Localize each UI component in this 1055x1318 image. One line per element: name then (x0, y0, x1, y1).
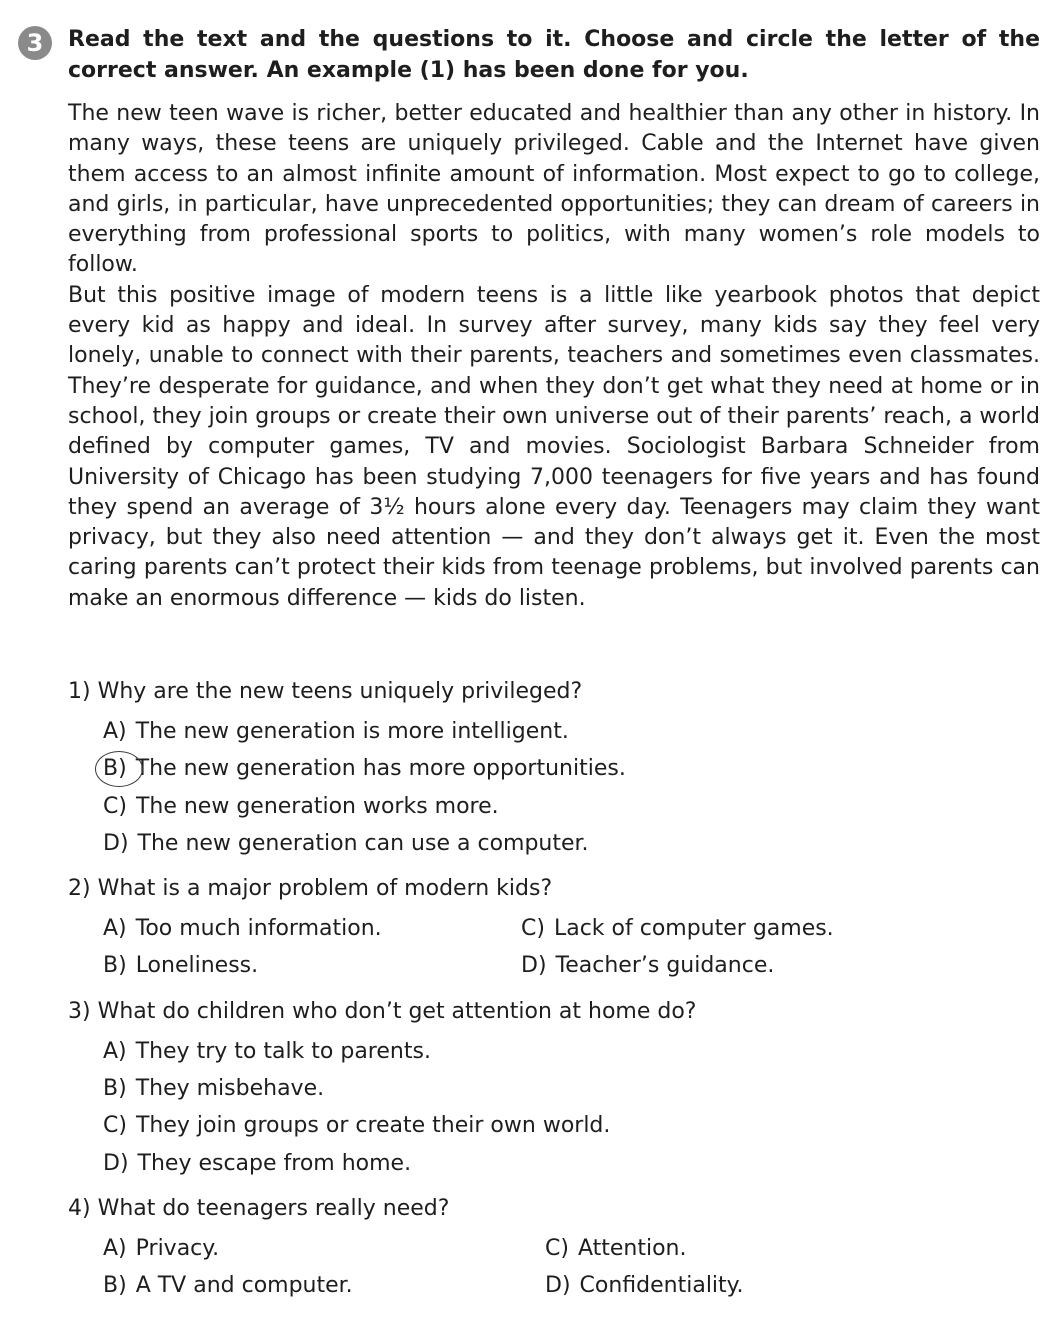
option-letter[interactable]: C) (103, 1113, 127, 1139)
question-2-text (68, 873, 1040, 910)
option-letter[interactable]: D) (545, 1273, 571, 1299)
option-text: Loneliness. (135, 953, 259, 979)
option-d[interactable] (521, 947, 941, 984)
question-number: 3) (68, 998, 91, 1024)
option-c[interactable] (103, 788, 1040, 825)
question-3-text (68, 996, 1040, 1033)
option-text: They escape from home. (137, 1150, 412, 1176)
question-4-text (68, 1193, 1040, 1230)
question-4-options (103, 1230, 1040, 1305)
option-letter[interactable]: A) (103, 916, 127, 942)
option-b[interactable] (103, 1267, 545, 1304)
option-letter[interactable]: C) (103, 793, 127, 819)
option-text: They misbehave. (135, 1076, 325, 1102)
option-text: A TV and computer. (135, 1273, 353, 1299)
option-a[interactable] (103, 713, 1040, 750)
question-number: 2) (68, 876, 91, 902)
reading-passage (68, 99, 1040, 614)
exercise-header (18, 24, 1040, 86)
question-prompt: What is a major problem of modern kids? (97, 876, 553, 902)
option-b[interactable] (103, 1070, 1040, 1107)
option-text: Lack of computer games. (553, 916, 834, 942)
exercise-number-badge: 3 (18, 26, 52, 60)
option-a[interactable] (103, 1230, 545, 1267)
question-3 (68, 996, 1040, 1182)
option-c[interactable] (545, 1230, 965, 1267)
option-text: Attention. (577, 1235, 687, 1261)
question-3-options (103, 1033, 1040, 1182)
passage-paragraph: The new teen wave is richer, better educated and healthier than any other in history. In many ways, these teens are uniquely privileged. Cable and the Internet have given them access to an almost infinite amount of information. Most expect to go to college, and girls, in particular, have unprecedented opportunities; they can dream of careers in everything from professional sports to politics, with many women’s role models to follow. (68, 101, 1040, 278)
option-letter-circled[interactable]: B) (101, 750, 129, 787)
option-c[interactable] (521, 910, 941, 947)
option-b[interactable] (103, 947, 521, 984)
option-letter[interactable]: A) (103, 1038, 127, 1064)
question-number: 1) (68, 679, 91, 704)
option-text: The new generation is more intelligent. (135, 719, 569, 744)
exercise-instruction: Read the text and the questions to it. Choose and circle the letter of the correct answer. An example (1) has been done for you. (68, 27, 1040, 83)
option-letter[interactable]: B) (103, 1076, 127, 1102)
question-4 (68, 1193, 1040, 1305)
question-2 (68, 873, 1040, 985)
option-text: They join groups or create their own world. (135, 1113, 611, 1139)
option-letter[interactable]: C) (545, 1235, 569, 1261)
option-a[interactable] (103, 910, 521, 947)
passage-paragraph: But this positive image of modern teens is a little like yearbook photos that depict every kid as happy and ideal. In survey after survey, many kids say they feel very lonely, unable to connect with their parents, teachers and sometimes even classmates. They’re desperate for guidance, and when they don’t get what they need at home or in school, they join groups or create their own universe out of their parents’ reach, a world defined by computer games, TV and movies. Sociologist Barbara Schneider from University of Chicago has been studying 7,000 teenagers for five years and has found they spend an average of 3½ hours alone every day. Teenagers may claim they want privacy, but they also need attention — and they don’t always get it. Even the most caring parents can’t protect their kids from teenage problems, but involved parents can make an enormous difference — kids do listen. (68, 282, 1040, 611)
option-d[interactable] (103, 825, 1040, 862)
question-2-options (103, 910, 1040, 985)
option-text: Teacher’s guidance. (555, 953, 775, 979)
option-text: The new generation can use a computer. (137, 830, 589, 856)
option-letter[interactable]: D) (521, 953, 547, 979)
option-text: They try to talk to parents. (135, 1038, 431, 1064)
question-prompt: What do children who don’t get attention at home do? (97, 998, 697, 1024)
question-list (68, 676, 1040, 1316)
question-1 (68, 676, 1040, 862)
option-b[interactable] (103, 750, 1040, 787)
option-text: The new generation has more opportunities. (135, 756, 626, 782)
option-text: Privacy. (135, 1235, 220, 1261)
option-letter[interactable]: A) (103, 1235, 127, 1261)
question-1-options (103, 713, 1040, 862)
option-text: Too much information. (135, 916, 382, 942)
option-a[interactable] (103, 1033, 1040, 1070)
option-d[interactable] (545, 1267, 965, 1304)
question-prompt: What do teenagers really need? (97, 1195, 450, 1221)
option-d[interactable] (103, 1145, 1040, 1182)
question-1-text (68, 676, 1040, 713)
option-c[interactable] (103, 1107, 1040, 1144)
option-letter[interactable]: B) (103, 953, 127, 979)
option-letter[interactable]: D) (103, 1150, 129, 1176)
option-letter[interactable]: C) (521, 916, 545, 942)
option-letter[interactable]: A) (103, 719, 127, 744)
option-letter[interactable]: B) (103, 1273, 127, 1299)
option-text: The new generation works more. (135, 793, 499, 819)
question-number: 4) (68, 1195, 91, 1221)
option-letter[interactable]: D) (103, 830, 129, 856)
option-text: Confidentiality. (579, 1273, 744, 1299)
question-prompt: Why are the new teens uniquely privileged? (97, 679, 583, 704)
